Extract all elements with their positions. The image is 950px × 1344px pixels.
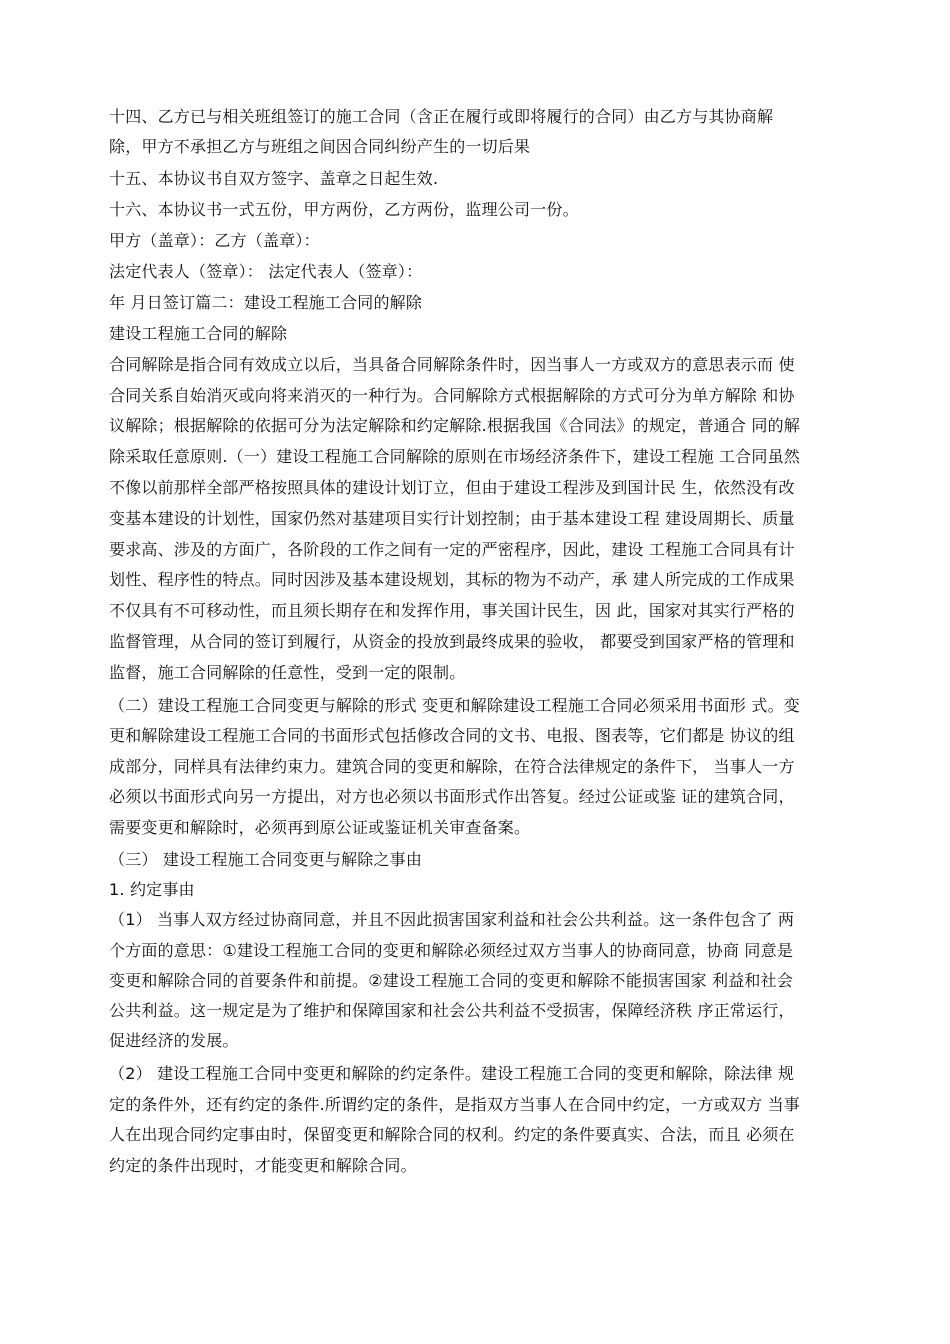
text-line: 合同关系自始消灭或向将来消灭的一种行为。合同解除方式根据解除的方式可分为单方解除 和协 bbox=[109, 386, 795, 405]
text-line: 十六、本协议书一式五份，甲方两份，乙方两份，监理公司一份。 bbox=[109, 200, 579, 219]
text-line: （三） 建设工程施工合同变更与解除之事由 bbox=[109, 850, 423, 869]
text-line: 法定代表人（签章）： 法定代表人（签章）： bbox=[109, 262, 423, 281]
text-line: 公共利益。这一规定是为了维护和保障国家和社会公共利益不受损害，保障经济秩 序正常运行， bbox=[109, 1001, 795, 1020]
text-line: 成部分，同样具有法律约束力。建筑合同的变更和解除，在符合法律规定的条件下， 当事人一方 bbox=[109, 757, 795, 776]
text-line: 需要变更和解除时，必须再到原公证或鉴证机关审查备案。 bbox=[109, 818, 531, 837]
text-line: （二）建设工程施工合同变更与解除的形式 变更和解除建设工程施工合同必须采用书面形 式。变 bbox=[109, 696, 800, 715]
text-line: 监督，施工合同解除的任意性，受到一定的限制。 bbox=[109, 663, 466, 682]
text-line: （1） 当事人双方经过协商同意，并且不因此损害国家利益和社会公共利益。这一条件包含了 两 bbox=[109, 910, 795, 929]
text-line: 更和解除建设工程施工合同的书面形式包括修改合同的文书、电报、图表等，它们都是 协议的组 bbox=[109, 726, 795, 745]
section-heading: 建设工程施工合同的解除 bbox=[109, 324, 288, 343]
text-line: 约定的条件出现时，才能变更和解除合同。 bbox=[109, 1156, 417, 1175]
text-line: 不像以前那样全部严格按照具体的建设计划订立，但由于建设工程涉及到国计民 生，依然没有改 bbox=[109, 478, 795, 497]
text-line: 议解除；根据解除的依据可分为法定解除和约定解除.根据我国《合同法》的规定，普通合 同的解 bbox=[109, 416, 800, 435]
text-line: 人在出现合同约定事由时，保留变更和解除合同的权利。约定的条件要真实、合法，而且 必须在 bbox=[109, 1125, 795, 1144]
text-line: 变基本建设的计划性，国家仍然对基建项目实行计划控制；由于基本建设工程 建设周期长、质量 bbox=[109, 509, 795, 528]
text-line: 变更和解除合同的首要条件和前提。②建设工程施工合同的变更和解除不能损害国家 利益和社会 bbox=[109, 971, 794, 990]
text-line: 定的条件外，还有约定的条件.所谓约定的条件，是指双方当事人在合同中约定，一方或双方 当事 bbox=[109, 1095, 800, 1114]
text-line: 必须以书面形式向另一方提出，对方也必须以书面形式作出答复。经过公证或鉴 证的建筑合同， bbox=[109, 787, 795, 806]
text-line: 合同解除是指合同有效成立以后，当具备合同解除条件时，因当事人一方或双方的意思表示而 使 bbox=[109, 355, 795, 374]
text-line: 十四、乙方已与相关班组签订的施工合同（含正在履行或即将履行的合同）由乙方与其协商解 bbox=[109, 107, 774, 126]
text-line: 十五、本协议书自双方签字、盖章之日起生效. bbox=[109, 169, 439, 188]
text-line: 甲方（盖章）：乙方（盖章）： bbox=[109, 231, 320, 250]
text-line: 不仅具有不可移动性，而且须长期存在和发挥作用，事关国计民生，因 此，国家对其实行严格的 bbox=[109, 601, 795, 620]
text-line: 个方面的意思：①建设工程施工合同的变更和解除必须经过双方当事人的协商同意，协商 同意是 bbox=[109, 941, 794, 960]
text-line: （2） 建设工程施工合同中变更和解除的约定条件。建设工程施工合同的变更和解除，除法律 规 bbox=[109, 1064, 795, 1083]
text-line: 除，甲方不承担乙方与班组之间因合同纠纷产生的一切后果 bbox=[109, 137, 531, 156]
text-line: 促进经济的发展。 bbox=[109, 1031, 239, 1050]
text-line: 要求高、涉及的方面广，各阶段的工作之间有一定的严密程序，因此，建设 工程施工合同具有计 bbox=[109, 540, 795, 559]
text-line: 1. 约定事由 bbox=[109, 880, 195, 899]
text-line: 划性、程序性的特点。同时因涉及基本建设规划，其标的物为不动产，承 建人所完成的工作成果 bbox=[109, 570, 795, 589]
text-line: 监督管理，从合同的签订到履行，从资金的投放到最终成果的验收， 都要受到国家严格的管理和 bbox=[109, 632, 795, 651]
text-line: 除采取任意原则.（一）建设工程施工合同解除的原则在市场经济条件下，建设工程施 工合同虽然 bbox=[109, 447, 800, 466]
text-line: 年 月日签订篇二：建设工程施工合同的解除 bbox=[109, 293, 423, 312]
